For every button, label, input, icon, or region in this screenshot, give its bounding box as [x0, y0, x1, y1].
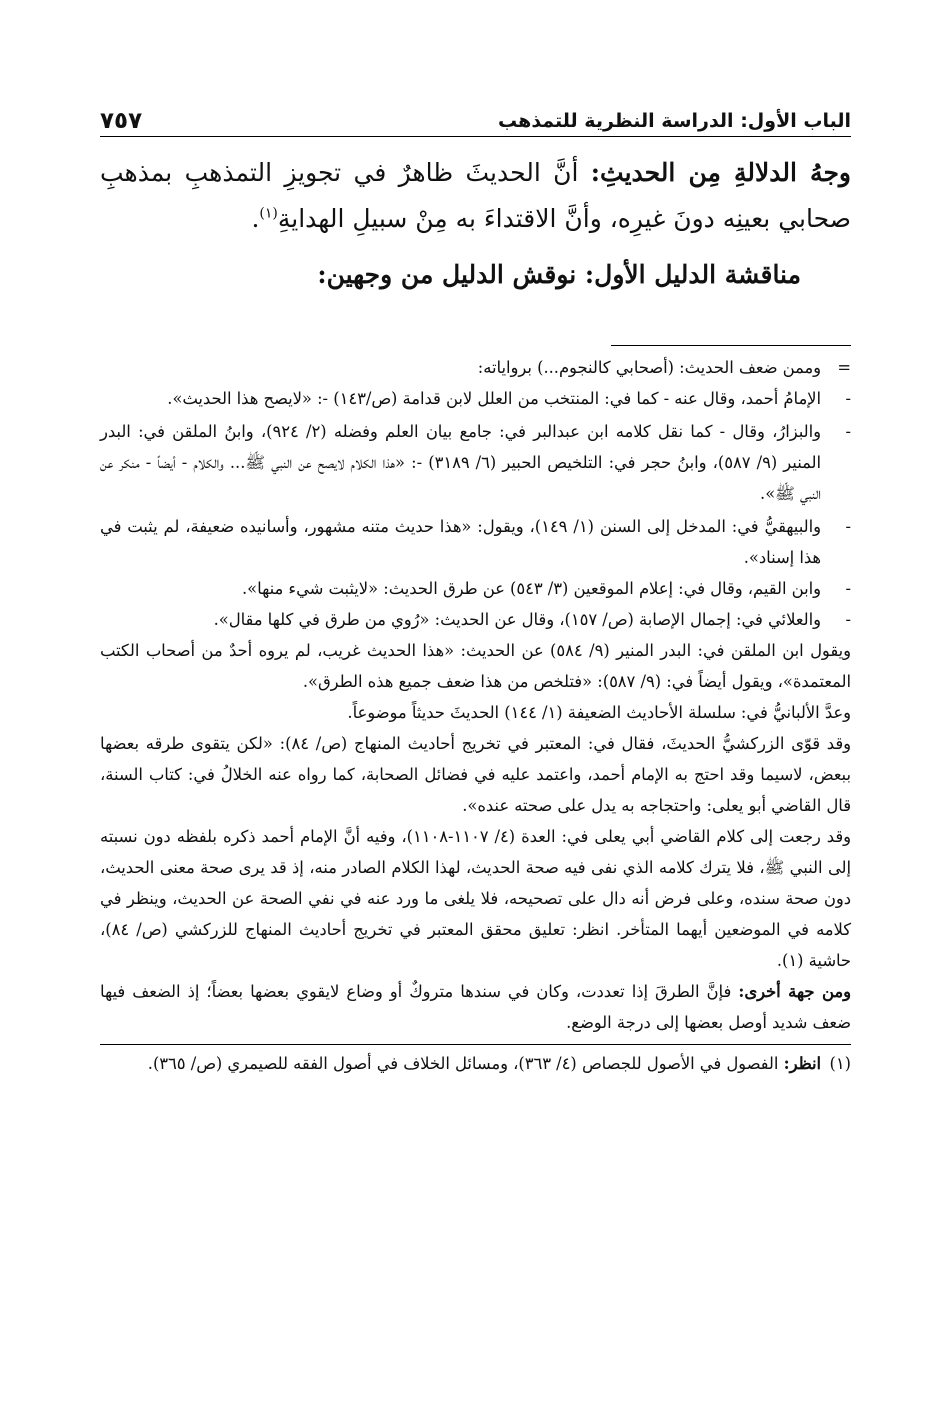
footnote-mark: - — [845, 389, 851, 408]
footnote-line — [100, 697, 851, 728]
chapter-title: الباب الأول: الدراسة النظرية للتمذهب — [498, 110, 851, 132]
footnote-line — [100, 976, 851, 1038]
footnote-mark: = — [837, 358, 851, 377]
footnote-line — [100, 821, 851, 976]
footnote-reference: (١) — [259, 205, 278, 222]
running-header — [100, 100, 851, 137]
footnote-text: والعلائي في: إجمال الإصابة (ص/ ١٥٧)، وقال عن الحديث: «رُوي من طرق في كلها مقال». — [213, 610, 821, 629]
paragraph-text: أنَّ الحديثَ ظاهرٌ في تجويزِ التمذهبِ بمذهبِ صحابي بعينِه دونَ غيرِه، وأنَّ الاقتداءَ به مِنْ سبيلِ الهدايةِ — [100, 158, 851, 233]
footnote-lead: ومن جهة أخرى: — [738, 982, 852, 1001]
paragraph-end: . — [251, 204, 260, 233]
footnotes — [100, 352, 851, 1079]
footnote-text: فإنَّ الطرقَ إذا تعددت، وكان في سندها متروكٌ أو وضاع لايقوي بعضها بعضاً؛ إذ الضعف فيها ضعف شديد أوصل بعضها إلى درجة الوضع. — [100, 982, 851, 1032]
footnote-mark: (١) — [829, 1054, 851, 1073]
footnote-text: وممن ضعف الحديث: (أصحابي كالنجوم...) برواياته: — [477, 358, 821, 377]
section-subheading: مناقشة الدليل الأول: نوقش الدليل من وجهين: — [317, 260, 801, 289]
footnote-mark: - — [845, 610, 851, 629]
main-text — [100, 150, 851, 298]
footnote-line — [100, 511, 851, 573]
footnote-mark: - — [845, 579, 851, 598]
footnote-text: والبيهقيُّ في: المدخل إلى السنن (١/ ١٤٩)، ويقول: «هذا حديث متنه مشهور، وأسانيده ضعيفة، لم يثبت في هذا إسناد». — [100, 517, 821, 567]
footnote-text: وقد رجعت إلى كلام القاضي أبي يعلى في: العدة (٤/ ١١٠٧-١١٠٨)، وفيه أنَّ الإمام أحمد ذكره بلفظه دون نسبته إلى النبي ﷺ، فلا يترك كلامه الذي نفى فيه صحة الحديث، لهذا الكلام الصادر منه، إذ قد يرى صحة معنى الحديث، دون صحة سنده، وعلى فرض أنه دال على تصحيحه، فلا يلغى ما ورد عنه في نفي الصحة عن الحديث، وينظر في كلامه في الموضعين أيهما المتأخر. انظر: تعليق محقق المعتبر في تخريج أحاديث المنهاج للزركشي (ص/ ٨٤)، حاشية (١). — [100, 827, 851, 970]
footnote-line — [100, 728, 851, 821]
footnote-line — [100, 383, 851, 414]
footnote-line — [100, 604, 851, 635]
footnote-text: والبزارُ، وقال - كما نقل كلامه ابن عبدالبر في: جامع بيان العلم وفضله (٢/ ٩٢٤)، وابنُ الملقن في: البدر المنير (٩/ ٥٨٧)، وابنُ حجر في: التلخيص الحبير (٦/ ٣١٨٩) -: «هذا الكلام لايصح عن النبي ﷺ... والكلام - أيضاً - منكر عن النبي ﷺ». — [100, 422, 822, 503]
paragraph-evidence — [100, 150, 851, 242]
footnote-text: الفصول في الأصول للجصاص (٤/ ٣٦٣)، ومسائل الخلاف في أصول الفقه للصيمري (ص/ ٣٦٥). — [147, 1054, 784, 1073]
footnote-line — [100, 416, 851, 509]
footnote-line — [100, 573, 851, 604]
footnote-line — [100, 352, 851, 383]
footnote-text: وابن القيم، وقال في: إعلام الموقعين (٣/ ٥٤٣) عن طرق الحديث: «لايثبت شيء منها». — [242, 579, 821, 598]
footnote-mark: - — [845, 517, 851, 536]
footnote-text: وعدَّ الألبانيُّ في: سلسلة الأحاديث الضعيفة (١/ ١٤٤) الحديثَ حديثاً موضوعاً. — [347, 703, 851, 722]
footnote-text-wrap — [100, 1048, 821, 1079]
footnote-text: ويقول ابن الملقن في: البدر المنير (٩/ ٥٨٤) عن الحديث: «هذا الحديث غريب، لم يروه أحدٌ من أصحاب الكتب المعتمدة»، ويقول أيضاً في: (٩/ ٥٨٧): «فتلخص من هذا ضعف جميع هذه الطرق». — [100, 641, 851, 691]
footnote-line — [100, 1044, 851, 1079]
footnote-mark: - — [845, 422, 851, 441]
footnote-lead: انظر: — [783, 1054, 821, 1073]
footnote-text: وقد قوّى الزركشيُّ الحديثَ، فقال في: المعتبر في تخريج أحاديث المنهاج (ص/ ٨٤): «لكن يتقوى طرقه بعضها ببعض، لاسيما وقد احتج به الإمام أحمد، واعتمد عليه في فضائل الصحابة، كما رواه عنه الخلالُ في: كتاب السنة، قال القاضي أبو يعلى: واحتجاجه به يدل على صحته عنده». — [100, 734, 851, 815]
lead-phrase: وجهُ الدلالةِ مِن الحديثِ: — [590, 158, 851, 187]
page-number: ٧٥٧ — [100, 108, 143, 134]
footnote-line — [100, 635, 851, 697]
footnote-text: الإمامُ أحمد، وقال عنه - كما في: المنتخب من العلل لابن قدامة (ص/١٤٣) -: «لايصح هذا الحديث». — [167, 389, 821, 408]
footnote-separator — [611, 345, 851, 346]
footnote-text-wrap — [100, 976, 851, 1038]
